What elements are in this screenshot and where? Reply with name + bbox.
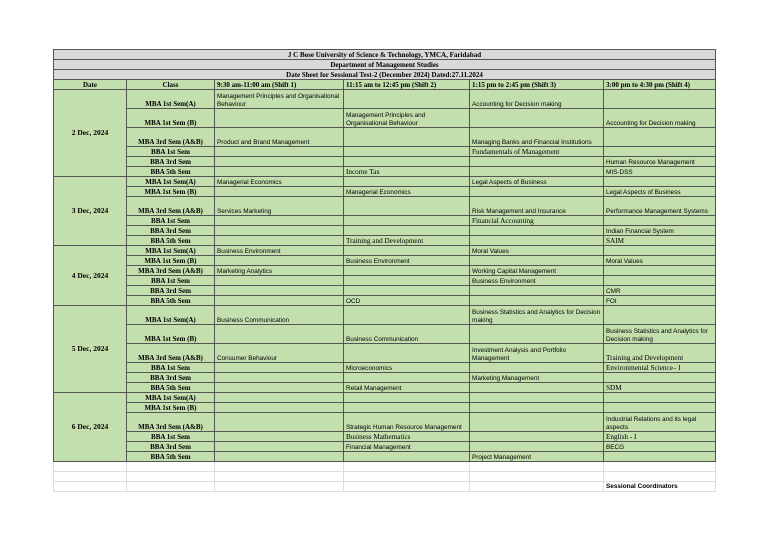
empty-cell <box>470 462 604 472</box>
shift-3-subject <box>470 383 604 393</box>
shift-4-subject <box>604 373 716 383</box>
class-cell: BBA 3rd Sem <box>127 286 215 296</box>
empty-cell <box>215 462 344 472</box>
shift-1-subject <box>215 363 344 373</box>
class-cell: BBA 1st Sem <box>127 147 215 157</box>
schedule-row <box>54 325 716 344</box>
shift-1-subject: Management Principles and Organisational Behaviour <box>215 90 344 109</box>
shift-3-subject: Financial Accounting <box>470 216 604 226</box>
shift-4-subject <box>604 452 716 462</box>
shift-2-subject <box>344 246 470 256</box>
shift-2-subject <box>344 403 470 413</box>
schedule-row <box>54 216 716 226</box>
schedule-row <box>54 344 716 363</box>
schedule-row <box>54 432 716 442</box>
shift-1-subject <box>215 286 344 296</box>
shift-1-subject: Business Communication <box>215 306 344 325</box>
shift-2-subject <box>344 197 470 216</box>
class-cell: BBA 1st Sem <box>127 276 215 286</box>
shift-2-subject <box>344 276 470 286</box>
date-cell: 5 Dec, 2024 <box>54 306 127 393</box>
shift-3-subject <box>470 296 604 306</box>
sheet-title: Date Sheet for Sessional Test-2 (December 2024) Dated:27.11.2024 <box>54 70 716 80</box>
column-header-class: Class <box>127 80 215 90</box>
empty-cell <box>215 472 344 482</box>
empty-cell <box>344 472 470 482</box>
shift-1-subject <box>215 296 344 306</box>
schedule-row <box>54 363 716 373</box>
shift-1-subject: Managerial Economics <box>215 177 344 187</box>
shift-1-subject <box>215 216 344 226</box>
shift-4-subject <box>604 90 716 109</box>
shift-3-subject <box>470 157 604 167</box>
shift-2-subject <box>344 147 470 157</box>
shift-1-subject <box>215 109 344 128</box>
shift-1-subject <box>215 325 344 344</box>
shift-1-subject <box>215 442 344 452</box>
shift-3-subject <box>470 363 604 373</box>
shift-1-subject <box>215 147 344 157</box>
shift-4-subject: Accounting for Decision making <box>604 109 716 128</box>
shift-2-subject <box>344 344 470 363</box>
column-header-shift-3: 1:15 pm to 2:45 pm (Shift 3) <box>470 80 604 90</box>
schedule-row <box>54 276 716 286</box>
shift-3-subject: Managing Banks and Financial Institutions <box>470 128 604 147</box>
empty-cell <box>54 482 127 492</box>
shift-4-subject <box>604 403 716 413</box>
class-cell: MBA 1st Sem (B) <box>127 187 215 197</box>
empty-cell <box>127 482 215 492</box>
schedule-row <box>54 393 716 403</box>
spacer-row <box>54 472 716 482</box>
schedule-row <box>54 157 716 167</box>
shift-2-subject: Business Communication <box>344 325 470 344</box>
shift-2-subject: Training and Development <box>344 236 470 246</box>
column-header-shift-4: 3:00 pm to 4:30 pm (Shift 4) <box>604 80 716 90</box>
class-cell: MBA 1st Sem (B) <box>127 109 215 128</box>
schedule-row <box>54 442 716 452</box>
shift-4-subject <box>604 306 716 325</box>
shift-3-subject: Investment Analysis and Portfolio Management <box>470 344 604 363</box>
empty-cell <box>470 482 604 492</box>
shift-1-subject <box>215 167 344 177</box>
shift-4-subject: SAIM <box>604 236 716 246</box>
schedule-row <box>54 373 716 383</box>
schedule-row <box>54 197 716 216</box>
date-sheet <box>53 49 715 492</box>
schedule-row <box>54 109 716 128</box>
shift-3-subject: Accounting for Decision making <box>470 90 604 109</box>
empty-cell <box>215 482 344 492</box>
shift-4-subject <box>604 393 716 403</box>
shift-3-subject <box>470 442 604 452</box>
shift-2-subject <box>344 393 470 403</box>
shift-1-subject <box>215 373 344 383</box>
shift-3-subject <box>470 432 604 442</box>
shift-2-subject <box>344 266 470 276</box>
shift-1-subject <box>215 187 344 197</box>
shift-1-subject: Services Marketing <box>215 197 344 216</box>
empty-cell <box>604 472 716 482</box>
class-cell: MBA 1st Sem (B) <box>127 256 215 266</box>
shift-3-subject: Business Environment <box>470 276 604 286</box>
sessional-coordinators-label: Sessional Coordinators <box>604 482 716 492</box>
empty-cell <box>127 472 215 482</box>
class-cell: BBA 3rd Sem <box>127 442 215 452</box>
class-cell: MBA 1st Sem(A) <box>127 90 215 109</box>
shift-1-subject <box>215 276 344 286</box>
shift-1-subject <box>215 403 344 413</box>
shift-1-subject <box>215 157 344 167</box>
class-cell: BBA 3rd Sem <box>127 157 215 167</box>
shift-4-subject <box>604 147 716 157</box>
class-cell: MBA 1st Sem(A) <box>127 306 215 325</box>
shift-3-subject <box>470 236 604 246</box>
shift-3-subject: Working Capital Management <box>470 266 604 276</box>
shift-2-subject <box>344 90 470 109</box>
class-cell: BBA 3rd Sem <box>127 373 215 383</box>
footer-row <box>54 482 716 492</box>
shift-2-subject: Business Environment <box>344 256 470 266</box>
column-header-shift-1: 9:30 am-11:00 am (Shift 1) <box>215 80 344 90</box>
shift-3-subject: Business Statistics and Analytics for Decision making <box>470 306 604 325</box>
shift-3-subject <box>470 256 604 266</box>
shift-1-subject <box>215 226 344 236</box>
shift-3-subject <box>470 286 604 296</box>
date-cell: 6 Dec, 2024 <box>54 393 127 462</box>
shift-2-subject <box>344 452 470 462</box>
empty-cell <box>344 482 470 492</box>
schedule-row <box>54 187 716 197</box>
column-header-date: Date <box>54 80 127 90</box>
empty-cell <box>604 462 716 472</box>
schedule-row <box>54 226 716 236</box>
schedule-row <box>54 128 716 147</box>
date-sheet-table <box>53 49 716 492</box>
shift-3-subject <box>470 187 604 197</box>
shift-1-subject <box>215 413 344 432</box>
class-cell: MBA 1st Sem (B) <box>127 403 215 413</box>
empty-cell <box>127 462 215 472</box>
shift-3-subject <box>470 393 604 403</box>
shift-4-subject: Indian Financial System <box>604 226 716 236</box>
schedule-row <box>54 90 716 109</box>
shift-4-subject: MIS-DSS <box>604 167 716 177</box>
shift-3-subject <box>470 226 604 236</box>
shift-3-subject: Fundamentals of Management <box>470 147 604 157</box>
shift-3-subject <box>470 325 604 344</box>
shift-1-subject <box>215 236 344 246</box>
class-cell: BBA 5th Sem <box>127 236 215 246</box>
class-cell: MBA 3rd Sem (A&B) <box>127 413 215 432</box>
schedule-row <box>54 306 716 325</box>
class-cell: MBA 1st Sem(A) <box>127 246 215 256</box>
shift-2-subject <box>344 226 470 236</box>
class-cell: BBA 5th Sem <box>127 383 215 393</box>
shift-1-subject <box>215 383 344 393</box>
shift-1-subject: Business Environment <box>215 246 344 256</box>
shift-2-subject <box>344 177 470 187</box>
shift-4-subject: Moral Values <box>604 256 716 266</box>
spacer-row <box>54 462 716 472</box>
class-cell: BBA 5th Sem <box>127 167 215 177</box>
shift-2-subject <box>344 128 470 147</box>
class-cell: BBA 1st Sem <box>127 216 215 226</box>
schedule-row <box>54 246 716 256</box>
empty-cell <box>54 472 127 482</box>
shift-4-subject: CMR <box>604 286 716 296</box>
shift-4-subject: Environmental Science– I <box>604 363 716 373</box>
class-cell: MBA 1st Sem(A) <box>127 393 215 403</box>
department-title: Department of Management Studies <box>54 60 716 70</box>
shift-4-subject <box>604 128 716 147</box>
shift-2-subject <box>344 216 470 226</box>
shift-1-subject: Product and Brand Management <box>215 128 344 147</box>
shift-4-subject: Business Statistics and Analytics for Decision making <box>604 325 716 344</box>
class-cell: BBA 5th Sem <box>127 452 215 462</box>
shift-1-subject <box>215 256 344 266</box>
schedule-row <box>54 147 716 157</box>
class-cell: MBA 3rd Sem (A&B) <box>127 128 215 147</box>
shift-1-subject <box>215 452 344 462</box>
shift-1-subject: Marketing Analytics <box>215 266 344 276</box>
shift-3-subject <box>470 167 604 177</box>
class-cell: BBA 5th Sem <box>127 296 215 306</box>
shift-3-subject <box>470 109 604 128</box>
class-cell: BBA 1st Sem <box>127 363 215 373</box>
class-cell: BBA 1st Sem <box>127 432 215 442</box>
shift-4-subject <box>604 246 716 256</box>
schedule-row <box>54 177 716 187</box>
empty-cell <box>344 462 470 472</box>
shift-2-subject <box>344 373 470 383</box>
shift-4-subject <box>604 276 716 286</box>
empty-cell <box>470 472 604 482</box>
shift-2-subject <box>344 286 470 296</box>
shift-3-subject: Risk Management and Insurance <box>470 197 604 216</box>
shift-3-subject <box>470 413 604 432</box>
schedule-row <box>54 296 716 306</box>
shift-4-subject <box>604 216 716 226</box>
shift-2-subject <box>344 157 470 167</box>
shift-3-subject: Marketing Management <box>470 373 604 383</box>
schedule-row <box>54 452 716 462</box>
shift-1-subject: Consumer Behaviour <box>215 344 344 363</box>
shift-2-subject: Managerial Economics <box>344 187 470 197</box>
shift-2-subject: Income Tax <box>344 167 470 177</box>
class-cell: BBA 3rd Sem <box>127 226 215 236</box>
shift-2-subject: Microeconomics <box>344 363 470 373</box>
shift-3-subject: Legal Aspects of Business <box>470 177 604 187</box>
schedule-row <box>54 167 716 177</box>
shift-4-subject: FOI <box>604 296 716 306</box>
shift-4-subject: Human Resource Management <box>604 157 716 167</box>
schedule-row <box>54 286 716 296</box>
date-cell: 4 Dec, 2024 <box>54 246 127 306</box>
shift-2-subject: OCD <box>344 296 470 306</box>
schedule-row <box>54 413 716 432</box>
university-title: J C Bose University of Science & Technology, YMCA, Faridabad <box>54 50 716 60</box>
column-header-shift-2: 11:15 am to 12:45 pm (Shift 2) <box>344 80 470 90</box>
class-cell: MBA 3rd Sem (A&B) <box>127 344 215 363</box>
shift-4-subject: BECG <box>604 442 716 452</box>
shift-4-subject <box>604 266 716 276</box>
schedule-row <box>54 266 716 276</box>
shift-4-subject: Legal Aspects of Business <box>604 187 716 197</box>
shift-1-subject <box>215 393 344 403</box>
schedule-row <box>54 256 716 266</box>
date-cell: 2 Dec, 2024 <box>54 90 127 177</box>
class-cell: MBA 3rd Sem (A&B) <box>127 197 215 216</box>
date-cell: 3 Dec, 2024 <box>54 177 127 246</box>
shift-4-subject: Industrial Relations and its legal aspects <box>604 413 716 432</box>
shift-3-subject: Project Management <box>470 452 604 462</box>
column-header-row <box>54 80 716 90</box>
shift-2-subject <box>344 306 470 325</box>
shift-3-subject <box>470 403 604 413</box>
shift-3-subject: Moral Values <box>470 246 604 256</box>
shift-2-subject: Management Principles and Organisational Behaviour <box>344 109 470 128</box>
shift-4-subject: English - I <box>604 432 716 442</box>
schedule-row <box>54 403 716 413</box>
shift-1-subject <box>215 432 344 442</box>
empty-cell <box>54 462 127 472</box>
class-cell: MBA 1st Sem (B) <box>127 325 215 344</box>
shift-4-subject: Performance Management Systems <box>604 197 716 216</box>
schedule-row <box>54 383 716 393</box>
shift-4-subject: SDM <box>604 383 716 393</box>
shift-2-subject: Financial Management <box>344 442 470 452</box>
schedule-row <box>54 236 716 246</box>
shift-4-subject <box>604 177 716 187</box>
class-cell: MBA 3rd Sem (A&B) <box>127 266 215 276</box>
class-cell: MBA 1st Sem(A) <box>127 177 215 187</box>
shift-4-subject: Training and Development <box>604 344 716 363</box>
shift-2-subject: Retail Management <box>344 383 470 393</box>
shift-2-subject: Strategic Human Resource Management <box>344 413 470 432</box>
shift-2-subject: Business Mathematics <box>344 432 470 442</box>
